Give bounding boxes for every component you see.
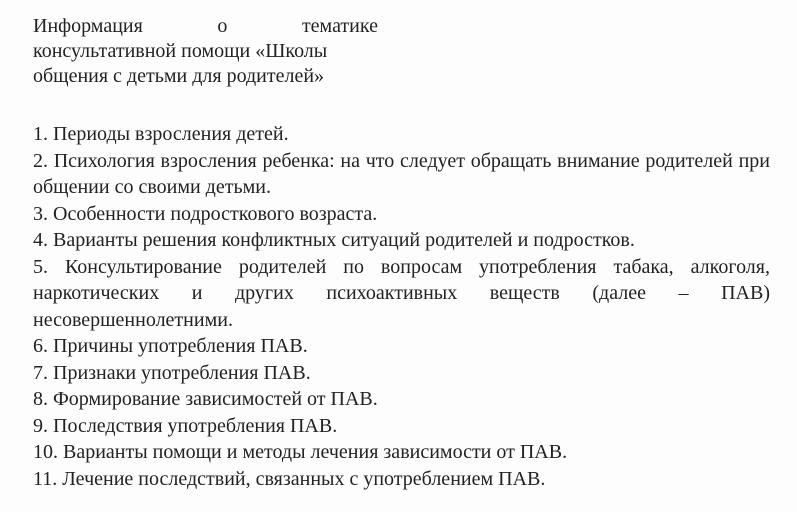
document-title xyxy=(33,14,378,89)
title-line-1 xyxy=(33,14,378,39)
list-item: 2. Психология взросления ребенка: на что следует обращать внимание родителей при общении со своими детьми. xyxy=(33,149,770,198)
list-item: 5. Консультирование родителей по вопросам употребления табака, алкоголя, наркотических и других психоактивных веществ (далее – ПАВ) несовершеннолетними. xyxy=(33,255,770,331)
title-line-3: общения с детьми для родителей» xyxy=(33,65,325,87)
title-word: Информация xyxy=(33,15,143,37)
list-item: 4. Варианты решения конфликтных ситуаций родителей и подростков. xyxy=(33,229,635,251)
list-item: 1. Периоды взросления детей. xyxy=(33,123,289,145)
title-word: тематике xyxy=(301,15,378,37)
topics-list xyxy=(33,121,770,492)
list-item: 9. Последствия употребления ПАВ. xyxy=(33,414,338,437)
list-item: 3. Особенности подросткового возраста. xyxy=(33,202,378,225)
title-line-2: консультативной помощи «Школы xyxy=(33,40,328,62)
list-item: 6. Причины употребления ПАВ. xyxy=(33,335,308,357)
title-word: о xyxy=(217,15,228,37)
list-item: 11. Лечение последствий, связанных с употреблением ПАВ. xyxy=(33,467,546,490)
list-item: 10. Варианты помощи и методы лечения зависимости от ПАВ. xyxy=(33,441,568,463)
list-item: 7. Признаки употребления ПАВ. xyxy=(33,361,311,384)
list-item: 8. Формирование зависимостей от ПАВ. xyxy=(33,388,378,410)
